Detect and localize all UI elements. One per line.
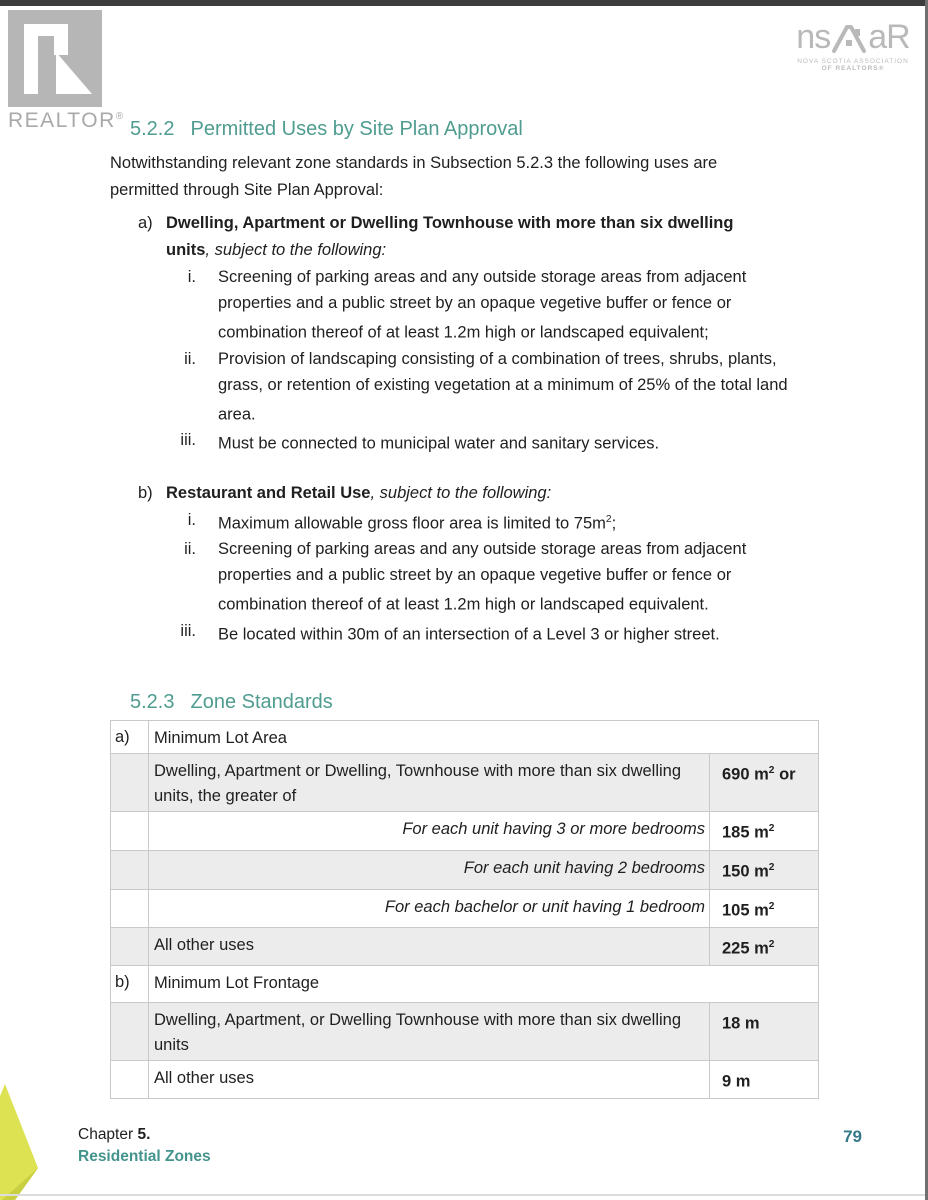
sublist-item (138, 264, 820, 346)
realtor-r-icon (8, 10, 102, 107)
sublist-text-main: Screening of parking areas and any outside storage areas from adjacent properties and a public street by an opaque vegetive buffer or fence or combination thereof of at least 1.2m high or landscaped equivalent. (218, 540, 747, 614)
document-body (0, 116, 928, 1099)
table-row (111, 851, 818, 890)
sublist-text-main: Provision of landscaping consisting of a combination of trees, shrubs, plants, grass, or retention of existing vegetation at a minimum of 25% of the total land area. (218, 349, 788, 423)
sublist-b (138, 507, 820, 648)
lime-decoration (0, 1082, 46, 1200)
table-row (111, 812, 818, 851)
value-text: 185 m (722, 823, 769, 842)
table-row (111, 890, 818, 928)
sublist-a (138, 264, 820, 457)
sublist-text (218, 536, 818, 618)
page-bottom-line (0, 1194, 925, 1196)
registered-symbol: ® (115, 111, 125, 122)
nsar-logo (794, 20, 912, 72)
row-label-cell: Minimum Lot Frontage (154, 974, 320, 992)
roman-marker: iii. (180, 431, 196, 449)
roman-marker: iii. (180, 621, 196, 640)
list-item-a-lead (138, 210, 820, 264)
row-marker-cell: a) (111, 721, 149, 753)
row-label-cell: For each bachelor or unit having 1 bedroom (384, 898, 705, 916)
chapter-title: Residential Zones (78, 1148, 211, 1165)
roman-marker: ii. (184, 349, 196, 368)
row-marker-cell (111, 890, 149, 927)
row-label-cell: Dwelling, Apartment or Dwelling, Townhouse with more than six dwelling units, the greater of (154, 762, 682, 805)
row-marker-cell (111, 851, 149, 889)
section-heading-522 (130, 116, 820, 142)
value-text: 18 m (722, 1014, 760, 1033)
sublist-text (218, 346, 818, 428)
chapter-number: 5. (137, 1126, 151, 1143)
zone-standards-table (110, 720, 819, 1099)
list-item-a (138, 210, 820, 457)
value-text: 105 m (722, 901, 769, 920)
row-label-cell: Minimum Lot Area (154, 729, 287, 747)
footer-chapter (78, 1124, 211, 1168)
sublist-item (138, 346, 820, 428)
sublist-item (138, 507, 820, 537)
row-marker-cell (111, 754, 149, 811)
realtor-logo (8, 10, 125, 133)
row-value-cell (709, 812, 818, 850)
list-item-b-lead (138, 480, 820, 507)
table-row (111, 1003, 818, 1061)
nsar-right-text: aR (868, 18, 910, 56)
row-marker-cell: b) (111, 966, 149, 1002)
superscript: 2 (768, 765, 775, 776)
nsar-wordmark (794, 20, 912, 54)
sublist-text (218, 264, 818, 346)
sublist-text (218, 427, 659, 457)
lead-italic-text: , subject to the following: (370, 483, 552, 502)
sublist-text-main: Must be connected to municipal water and sanitary services. (218, 434, 660, 453)
table-row (111, 1061, 818, 1099)
chapter-prefix: Chapter (78, 1126, 134, 1143)
page-number: 79 (843, 1127, 862, 1146)
table-row (111, 721, 818, 754)
section-title: Permitted Uses by Site Plan Approval (190, 118, 523, 140)
superscript: 2 (768, 901, 775, 912)
realtor-label: REALTOR (8, 109, 116, 132)
value-text: 225 m (722, 939, 769, 958)
lead-bold-text: Restaurant and Retail Use (166, 483, 371, 502)
value-text: 150 m (722, 862, 769, 881)
row-value-cell (709, 1003, 818, 1060)
row-marker-cell (111, 928, 149, 965)
row-marker-cell (111, 812, 149, 850)
sublist-text-main: Screening of parking areas and any outside storage areas from adjacent properties and a public street by an opaque vegetive buffer or fence or combination thereof of at least 1.2m high or landscaped equivalent; (218, 268, 747, 342)
sublist-text (218, 507, 616, 537)
superscript: 2 (768, 823, 775, 834)
sublist-text (218, 618, 720, 648)
row-value-cell (709, 754, 818, 811)
row-value-cell (709, 1061, 818, 1098)
value-suffix: or (774, 765, 796, 784)
row-label-cell: All other uses (154, 936, 254, 954)
roman-marker: ii. (184, 540, 196, 558)
intro-paragraph: Notwithstanding relevant zone standards in Subsection 5.2.3 the following uses are permitted through Site Plan Approval: (110, 154, 718, 199)
section-heading-523 (130, 689, 820, 715)
row-value-cell (709, 890, 818, 927)
chapter-line (78, 1124, 211, 1146)
lead-italic-text: , subject to the following: (205, 241, 387, 259)
section-number: 5.2.2 (130, 118, 175, 140)
nsar-subtext-line1: NOVA SCOTIA ASSOCIATION (797, 58, 909, 65)
sublist-text-post: ; (611, 514, 617, 532)
table-row (111, 966, 818, 1003)
superscript: 2 (768, 939, 775, 950)
row-marker-cell (111, 1061, 149, 1098)
roman-marker: i. (187, 268, 196, 286)
nsar-left-text: ns (796, 18, 831, 56)
value-text: 9 m (722, 1072, 751, 1091)
row-label-cell: For each unit having 3 or more bedrooms (402, 820, 705, 838)
sublist-item (138, 536, 820, 618)
section-number: 5.2.3 (130, 691, 175, 713)
row-value-cell (709, 851, 818, 889)
table-row (111, 754, 818, 812)
sublist-text-main: Be located within 30m of an intersection of a Level 3 or higher street. (218, 625, 720, 643)
sublist-text-main: Maximum allowable gross floor area is limited to 75m (218, 514, 606, 532)
value-text: 690 m (722, 765, 769, 784)
sublist-item (138, 618, 820, 648)
table-row (111, 928, 818, 966)
row-label-cell: For each unit having 2 bedrooms (463, 859, 705, 877)
list-marker: a) (138, 214, 153, 232)
row-label-cell: All other uses (154, 1069, 254, 1087)
lead-bold-text: Dwelling, Apartment or Dwelling Townhouse with more than six dwelling units (166, 214, 734, 259)
house-icon (831, 21, 867, 54)
list-lead-text (166, 480, 551, 507)
row-label-cell: Dwelling, Apartment, or Dwelling Townhouse with more than six dwelling units (154, 1011, 682, 1054)
list-marker: b) (138, 483, 153, 502)
superscript: 2 (605, 513, 612, 525)
list-item-b (138, 480, 820, 648)
superscript: 2 (768, 862, 775, 873)
section-title: Zone Standards (190, 691, 333, 713)
row-marker-cell (111, 1003, 149, 1060)
roman-marker: i. (187, 510, 196, 529)
row-value-cell (709, 928, 818, 965)
page-top-bar (0, 0, 928, 6)
sublist-item (138, 427, 820, 457)
nsar-subtext-line2: OF REALTORS® (821, 65, 885, 72)
list-lead-text (166, 210, 771, 264)
